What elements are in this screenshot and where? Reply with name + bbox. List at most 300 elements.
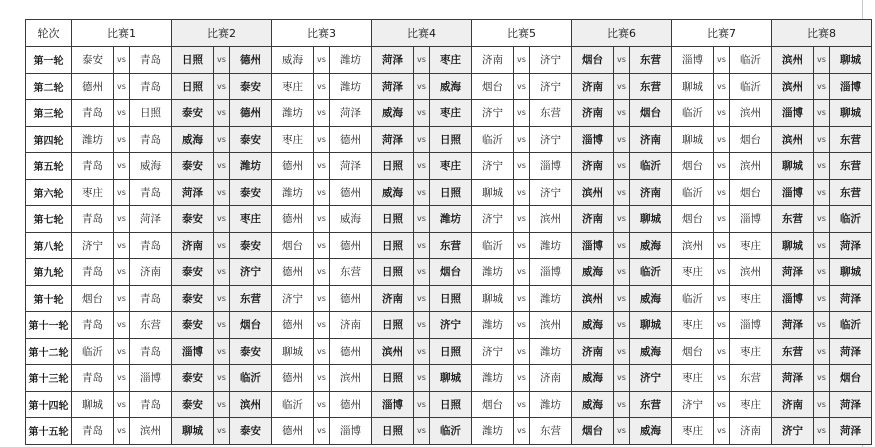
vs-label: vs	[714, 206, 730, 233]
home-team: 威海	[572, 391, 614, 418]
vs-label: vs	[514, 73, 530, 100]
home-team: 济宁	[672, 391, 714, 418]
home-team: 菏泽	[372, 47, 414, 74]
vs-label: vs	[214, 365, 230, 392]
away-team: 日照	[430, 285, 472, 312]
vs-label: vs	[414, 418, 430, 445]
away-team: 泰安	[230, 179, 272, 206]
home-team: 滨州	[672, 232, 714, 259]
home-team: 威海	[572, 365, 614, 392]
vs-label: vs	[314, 153, 330, 180]
vs-label: vs	[514, 47, 530, 74]
vs-label: vs	[214, 206, 230, 233]
home-team: 枣庄	[672, 259, 714, 286]
vs-label: vs	[614, 47, 630, 74]
away-team: 菏泽	[830, 232, 872, 259]
home-team: 滨州	[572, 179, 614, 206]
home-team: 德州	[272, 259, 314, 286]
home-team: 济宁	[72, 232, 114, 259]
home-team: 泰安	[172, 259, 214, 286]
away-team: 淄博	[130, 365, 172, 392]
away-team: 东营	[630, 47, 672, 74]
vs-label: vs	[114, 418, 130, 445]
vs-label: vs	[214, 285, 230, 312]
away-team: 德州	[230, 100, 272, 127]
away-team: 济南	[130, 259, 172, 286]
home-team: 临沂	[672, 179, 714, 206]
away-team: 潍坊	[430, 206, 472, 233]
home-team: 泰安	[172, 206, 214, 233]
away-team: 日照	[430, 179, 472, 206]
away-team: 潍坊	[530, 232, 572, 259]
round-row	[26, 206, 872, 233]
vs-label: vs	[714, 285, 730, 312]
home-team: 烟台	[672, 338, 714, 365]
home-team: 济南	[472, 47, 514, 74]
round-label: 第六轮	[26, 179, 72, 206]
vs-label: vs	[114, 47, 130, 74]
home-team: 菏泽	[372, 126, 414, 153]
away-team: 枣庄	[430, 47, 472, 74]
home-team: 泰安	[172, 312, 214, 339]
vs-label: vs	[814, 259, 830, 286]
home-team: 青岛	[72, 312, 114, 339]
home-team: 临沂	[672, 100, 714, 127]
home-team: 济南	[572, 100, 614, 127]
away-team: 东营	[730, 365, 772, 392]
home-team: 枣庄	[72, 179, 114, 206]
home-team: 济南	[372, 285, 414, 312]
away-team: 东营	[530, 418, 572, 445]
away-team: 日照	[130, 100, 172, 127]
home-team: 泰安	[172, 391, 214, 418]
vs-label: vs	[614, 206, 630, 233]
away-team: 临沂	[830, 206, 872, 233]
away-team: 烟台	[630, 100, 672, 127]
vs-label: vs	[214, 259, 230, 286]
vs-label: vs	[414, 153, 430, 180]
away-team: 东营	[430, 232, 472, 259]
away-team: 聊城	[630, 312, 672, 339]
away-team: 烟台	[430, 259, 472, 286]
match-header-2: 比赛2	[172, 20, 272, 47]
home-team: 聊城	[772, 232, 814, 259]
home-team: 淄博	[772, 285, 814, 312]
away-team: 菏泽	[130, 206, 172, 233]
home-team: 济南	[172, 232, 214, 259]
home-team: 淄博	[572, 126, 614, 153]
round-label: 第十三轮	[26, 365, 72, 392]
vs-label: vs	[514, 312, 530, 339]
home-team: 潍坊	[472, 259, 514, 286]
vs-label: vs	[514, 391, 530, 418]
home-team: 临沂	[272, 391, 314, 418]
home-team: 枣庄	[672, 312, 714, 339]
vs-label: vs	[714, 126, 730, 153]
away-team: 青岛	[130, 338, 172, 365]
vs-label: vs	[614, 418, 630, 445]
home-team: 日照	[372, 312, 414, 339]
home-team: 泰安	[172, 365, 214, 392]
vs-label: vs	[414, 232, 430, 259]
home-team: 泰安	[72, 47, 114, 74]
home-team: 威海	[572, 312, 614, 339]
away-team: 菏泽	[830, 391, 872, 418]
away-team: 泰安	[230, 338, 272, 365]
vs-label: vs	[114, 285, 130, 312]
away-team: 威海	[330, 206, 372, 233]
home-team: 枣庄	[272, 73, 314, 100]
away-team: 滨州	[730, 259, 772, 286]
vs-label: vs	[114, 126, 130, 153]
vs-label: vs	[514, 100, 530, 127]
home-team: 济宁	[472, 338, 514, 365]
away-team: 日照	[430, 391, 472, 418]
home-team: 青岛	[72, 100, 114, 127]
vs-label: vs	[614, 338, 630, 365]
vs-label: vs	[414, 100, 430, 127]
vs-label: vs	[714, 259, 730, 286]
away-team: 菏泽	[830, 338, 872, 365]
away-team: 滨州	[730, 100, 772, 127]
round-label: 第七轮	[26, 206, 72, 233]
home-team: 淄博	[372, 391, 414, 418]
away-team: 滨州	[330, 365, 372, 392]
vs-label: vs	[414, 179, 430, 206]
home-team: 青岛	[72, 206, 114, 233]
away-team: 淄博	[530, 259, 572, 286]
round-label: 第三轮	[26, 100, 72, 127]
home-team: 济南	[572, 73, 614, 100]
round-row	[26, 126, 872, 153]
vs-label: vs	[714, 338, 730, 365]
vs-label: vs	[814, 153, 830, 180]
home-team: 潍坊	[272, 179, 314, 206]
home-team: 德州	[272, 365, 314, 392]
home-team: 菏泽	[172, 179, 214, 206]
vs-label: vs	[614, 259, 630, 286]
vs-label: vs	[214, 179, 230, 206]
away-team: 威海	[130, 153, 172, 180]
home-team: 日照	[372, 153, 414, 180]
away-team: 东营	[630, 391, 672, 418]
away-team: 东营	[530, 100, 572, 127]
home-team: 日照	[372, 259, 414, 286]
round-row	[26, 73, 872, 100]
away-team: 济宁	[630, 365, 672, 392]
vs-label: vs	[214, 126, 230, 153]
round-row	[26, 47, 872, 74]
round-row	[26, 259, 872, 286]
vs-label: vs	[514, 179, 530, 206]
away-team: 青岛	[130, 126, 172, 153]
home-team: 青岛	[72, 365, 114, 392]
vs-label: vs	[614, 391, 630, 418]
vs-label: vs	[714, 153, 730, 180]
away-team: 潍坊	[530, 285, 572, 312]
home-team: 滨州	[772, 126, 814, 153]
away-team: 菏泽	[830, 285, 872, 312]
home-team: 滨州	[572, 285, 614, 312]
match-header-8: 比赛8	[772, 20, 872, 47]
vs-label: vs	[314, 312, 330, 339]
round-label: 第四轮	[26, 126, 72, 153]
vs-label: vs	[214, 100, 230, 127]
vs-label: vs	[714, 73, 730, 100]
away-team: 烟台	[230, 312, 272, 339]
home-team: 聊城	[472, 285, 514, 312]
vs-label: vs	[114, 100, 130, 127]
away-team: 青岛	[130, 47, 172, 74]
away-team: 威海	[630, 338, 672, 365]
match-header-6: 比赛6	[572, 20, 672, 47]
vs-label: vs	[814, 206, 830, 233]
home-team: 日照	[372, 206, 414, 233]
home-team: 德州	[272, 418, 314, 445]
round-label: 第十二轮	[26, 338, 72, 365]
home-team: 聊城	[672, 73, 714, 100]
away-team: 东营	[230, 285, 272, 312]
away-team: 临沂	[730, 47, 772, 74]
vs-label: vs	[814, 73, 830, 100]
away-team: 济宁	[430, 312, 472, 339]
home-team: 潍坊	[472, 418, 514, 445]
round-row	[26, 365, 872, 392]
vs-label: vs	[114, 365, 130, 392]
home-team: 济宁	[472, 100, 514, 127]
away-team: 青岛	[130, 285, 172, 312]
away-team: 济宁	[530, 179, 572, 206]
vs-label: vs	[314, 232, 330, 259]
home-team: 枣庄	[672, 418, 714, 445]
vs-label: vs	[714, 179, 730, 206]
home-team: 枣庄	[272, 126, 314, 153]
vs-label: vs	[314, 179, 330, 206]
home-team: 烟台	[572, 47, 614, 74]
home-team: 烟台	[72, 285, 114, 312]
home-team: 青岛	[72, 259, 114, 286]
round-label: 第十四轮	[26, 391, 72, 418]
home-team: 德州	[272, 153, 314, 180]
away-team: 日照	[430, 338, 472, 365]
away-team: 泰安	[230, 232, 272, 259]
home-team: 枣庄	[672, 365, 714, 392]
home-team: 淄博	[672, 47, 714, 74]
away-team: 日照	[430, 126, 472, 153]
home-team: 青岛	[72, 418, 114, 445]
vs-label: vs	[314, 418, 330, 445]
away-team: 潍坊	[330, 47, 372, 74]
round-row	[26, 418, 872, 445]
vs-label: vs	[214, 391, 230, 418]
vs-label: vs	[414, 312, 430, 339]
round-row	[26, 312, 872, 339]
away-team: 青岛	[130, 232, 172, 259]
vs-label: vs	[514, 206, 530, 233]
home-team: 泰安	[172, 285, 214, 312]
round-label: 第九轮	[26, 259, 72, 286]
vs-label: vs	[314, 259, 330, 286]
away-team: 潍坊	[230, 153, 272, 180]
home-team: 潍坊	[472, 365, 514, 392]
home-team: 淄博	[172, 338, 214, 365]
home-team: 聊城	[272, 338, 314, 365]
vs-label: vs	[414, 73, 430, 100]
away-team: 德州	[330, 338, 372, 365]
away-team: 潍坊	[330, 73, 372, 100]
round-row	[26, 153, 872, 180]
vs-label: vs	[214, 418, 230, 445]
away-team: 菏泽	[330, 100, 372, 127]
home-team: 聊城	[72, 391, 114, 418]
away-team: 德州	[330, 391, 372, 418]
vs-label: vs	[614, 100, 630, 127]
home-team: 济宁	[272, 285, 314, 312]
home-team: 日照	[172, 47, 214, 74]
home-team: 潍坊	[472, 312, 514, 339]
away-team: 德州	[330, 126, 372, 153]
vs-label: vs	[414, 391, 430, 418]
vs-label: vs	[114, 73, 130, 100]
home-team: 青岛	[72, 153, 114, 180]
vs-label: vs	[214, 232, 230, 259]
away-team: 淄博	[330, 418, 372, 445]
vs-label: vs	[414, 126, 430, 153]
match-header-5: 比赛5	[472, 20, 572, 47]
away-team: 烟台	[730, 179, 772, 206]
away-team: 济南	[530, 365, 572, 392]
round-row	[26, 232, 872, 259]
away-team: 滨州	[230, 391, 272, 418]
away-team: 枣庄	[730, 391, 772, 418]
home-team: 德州	[272, 312, 314, 339]
home-team: 威海	[572, 259, 614, 286]
vs-label: vs	[814, 418, 830, 445]
vs-label: vs	[714, 312, 730, 339]
home-team: 潍坊	[272, 100, 314, 127]
home-team: 威海	[172, 126, 214, 153]
vs-label: vs	[514, 126, 530, 153]
vs-label: vs	[314, 206, 330, 233]
away-team: 济宁	[230, 259, 272, 286]
away-team: 滨州	[530, 206, 572, 233]
vs-label: vs	[814, 100, 830, 127]
home-team: 泰安	[172, 153, 214, 180]
away-team: 青岛	[130, 391, 172, 418]
home-team: 威海	[372, 100, 414, 127]
vs-label: vs	[214, 312, 230, 339]
round-row	[26, 100, 872, 127]
away-team: 菏泽	[330, 153, 372, 180]
vs-label: vs	[114, 338, 130, 365]
vs-label: vs	[314, 126, 330, 153]
home-team: 泰安	[172, 100, 214, 127]
away-team: 枣庄	[430, 153, 472, 180]
vs-label: vs	[314, 285, 330, 312]
away-team: 东营	[830, 179, 872, 206]
away-team: 临沂	[730, 73, 772, 100]
away-team: 威海	[630, 232, 672, 259]
away-team: 济宁	[530, 47, 572, 74]
home-team: 日照	[372, 365, 414, 392]
vs-label: vs	[814, 47, 830, 74]
round-row	[26, 179, 872, 206]
home-team: 潍坊	[72, 126, 114, 153]
home-team: 烟台	[672, 153, 714, 180]
home-team: 德州	[272, 206, 314, 233]
vs-label: vs	[814, 126, 830, 153]
vs-label: vs	[714, 418, 730, 445]
vs-label: vs	[114, 259, 130, 286]
home-team: 济南	[572, 206, 614, 233]
away-team: 济南	[730, 418, 772, 445]
home-team: 临沂	[472, 232, 514, 259]
match-header-1: 比赛1	[72, 20, 172, 47]
away-team: 临沂	[630, 259, 672, 286]
home-team: 淄博	[572, 232, 614, 259]
vs-label: vs	[714, 232, 730, 259]
away-team: 淄博	[730, 206, 772, 233]
home-team: 济宁	[772, 418, 814, 445]
away-team: 泰安	[230, 73, 272, 100]
away-team: 聊城	[830, 100, 872, 127]
vs-label: vs	[814, 365, 830, 392]
vs-label: vs	[314, 365, 330, 392]
vs-label: vs	[314, 391, 330, 418]
vs-label: vs	[814, 391, 830, 418]
away-team: 济南	[630, 126, 672, 153]
vs-label: vs	[314, 47, 330, 74]
round-column-header: 轮次	[26, 20, 72, 47]
vs-label: vs	[114, 153, 130, 180]
vs-label: vs	[514, 365, 530, 392]
vs-label: vs	[814, 285, 830, 312]
home-team: 济宁	[472, 206, 514, 233]
round-label: 第一轮	[26, 47, 72, 74]
home-team: 临沂	[72, 338, 114, 365]
away-team: 济南	[330, 312, 372, 339]
vs-label: vs	[314, 100, 330, 127]
away-team: 东营	[630, 73, 672, 100]
vs-label: vs	[714, 365, 730, 392]
vs-label: vs	[114, 232, 130, 259]
away-team: 临沂	[230, 365, 272, 392]
away-team: 德州	[230, 47, 272, 74]
round-row	[26, 285, 872, 312]
home-team: 菏泽	[372, 73, 414, 100]
away-team: 滨州	[130, 418, 172, 445]
vs-label: vs	[414, 47, 430, 74]
home-team: 聊城	[172, 418, 214, 445]
home-team: 聊城	[472, 179, 514, 206]
vs-label: vs	[714, 47, 730, 74]
home-team: 德州	[72, 73, 114, 100]
vs-label: vs	[114, 206, 130, 233]
vs-label: vs	[814, 232, 830, 259]
home-team: 烟台	[472, 73, 514, 100]
home-team: 济南	[572, 338, 614, 365]
home-team: 菏泽	[772, 259, 814, 286]
vs-label: vs	[414, 206, 430, 233]
away-team: 潍坊	[530, 338, 572, 365]
vs-label: vs	[614, 153, 630, 180]
home-team: 烟台	[472, 391, 514, 418]
home-team: 滨州	[772, 73, 814, 100]
away-team: 威海	[630, 285, 672, 312]
away-team: 聊城	[830, 259, 872, 286]
away-team: 潍坊	[530, 391, 572, 418]
round-label: 第十五轮	[26, 418, 72, 445]
